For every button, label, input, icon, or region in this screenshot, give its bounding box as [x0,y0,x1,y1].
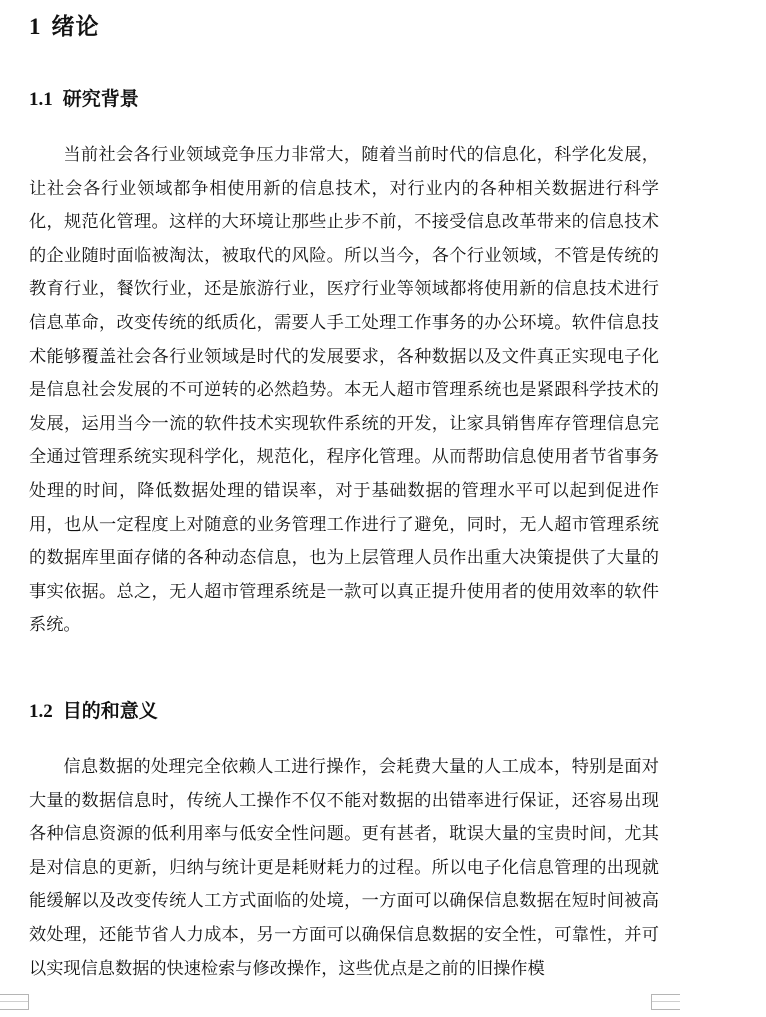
section-title: 研究背景 [62,88,139,110]
chapter-title: 绪论 [51,13,100,40]
page-corner-mark-right [651,994,680,1010]
chapter-heading [29,8,100,41]
chapter-number: 1 [29,14,42,39]
paragraph-background: 当前社会各行业领域竞争压力非常大，随着当前时代的信息化，科学化发展，让社会各行业领域都争相使用新的信息技术，对行业内的各种相关数据进行科学化，规范化管理。这样的大环境让那些止步不前，不接受信息改革带来的信息技术的企业随时面临被淘汰，被取代的风险。所以当今，各个行业领域，不管是传统的教育行业，餐饮行业，还是旅游行业，医疗行业等领域都将使用新的信息技术进行信息革命，改变传统的纸质化，需要人手工处理工作事务的办公环境。软件信息技术能够覆盖社会各行业领域是时代的发展要求，各种数据以及文件真正实现电子化是信息社会发展的不可逆转的必然趋势。本无人超市管理系统也是紧跟科学技术的发展，运用当今一流的软件技术实现软件系统的开发，让家具销售库存管理信息完全通过管理系统实现科学化，规范化，程序化管理。从而帮助信息使用者节省事务处理的时间，降低数据处理的错误率，对于基础数据的管理水平可以起到促进作用，也从一定程度上对随意的业务管理工作进行了避免，同时，无人超市管理系统的数据库里面存储的各种动态信息，也为上层管理人员作出重大决策提供了大量的事实依据。总之，无人超市管理系统是一款可以真正提升使用者的使用效率的软件系统。 [29,145,659,636]
paragraph-purpose: 信息数据的处理完全依赖人工进行操作，会耗费大量的人工成本，特别是面对大量的数据信息时，传统人工操作不仅不能对数据的出错率进行保证，还容易出现各种信息资源的低利用率与低安全性问题。更有甚者，耽误大量的宝贵时间，尤其是对信息的更新，归纳与统计更是耗财耗力的过程。所以电子化信息管理的出现就能缓解以及改变传统人工方式面临的处境，一方面可以确保信息数据在短时间被高效处理，还能节省人力成本，另一方面可以确保信息数据的安全性，可靠性，并可以实现信息数据的快速检索与修改操作，这些优点是之前的旧操作模 [29,757,659,979]
section-number: 1.2 [29,701,53,722]
section-number: 1.1 [29,89,53,110]
page-corner-mark-left [0,994,29,1010]
section-heading-background [29,84,139,111]
section-heading-purpose [29,696,158,723]
section-title: 目的和意义 [62,700,158,722]
